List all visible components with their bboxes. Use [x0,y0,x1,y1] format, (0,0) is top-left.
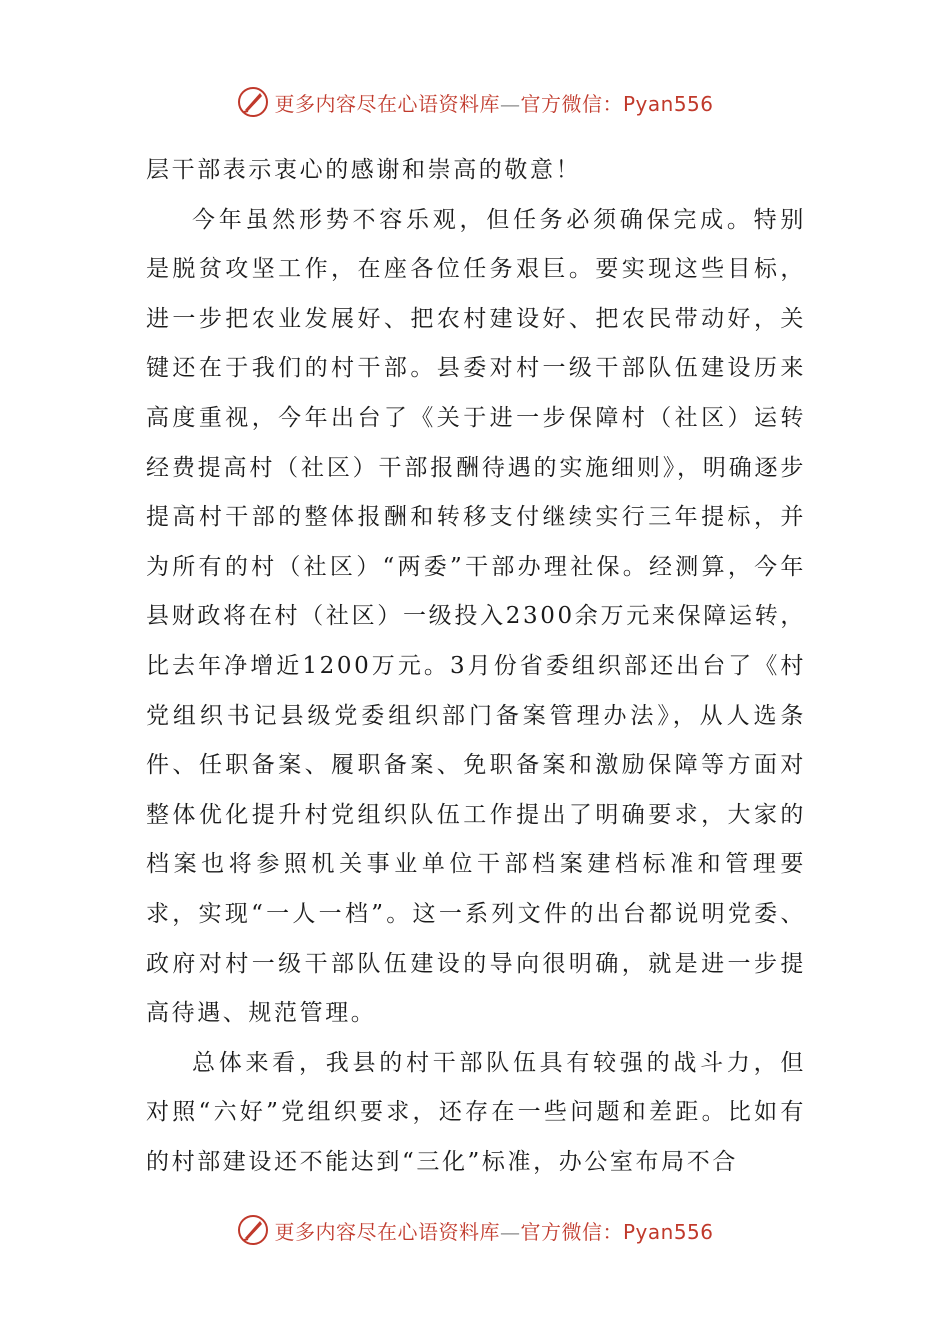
document-body [146,146,806,1187]
quill-logo-icon [236,85,270,119]
watermark-banner-bottom [0,1210,950,1250]
watermark-banner-top [0,82,950,122]
quill-logo-icon [236,1213,270,1247]
watermark-contact-label: 官方微信： [520,91,623,116]
watermark-text [274,1216,713,1245]
watermark-brand: 更多内容尽在心语资料库 [274,1219,500,1244]
watermark-contact-id: Pyan556 [622,1219,714,1244]
watermark-contact-id: Pyan556 [622,91,714,116]
paragraph-overview: 总体来看，我县的村干部队伍具有较强的战斗力，但对照“六好”党组织要求，还存在一些问题和差距。比如有的村部建设还不能达到“三化”标准，办公室布局不合 [146,1049,806,1175]
watermark-contact-label: 官方微信： [520,1219,623,1244]
watermark-brand: 更多内容尽在心语资料库 [274,91,500,116]
watermark-dash: — [499,1219,521,1244]
watermark-dash: — [499,91,521,116]
paragraph-policy: 今年虽然形势不容乐观，但任务必须确保完成。特别是脱贫攻坚工作，在座各位任务艰巨。要实现这些目标，进一步把农业发展好、把农村建设好、把农民带动好，关键还在于我们的村干部。县委对村一级干部队伍建设历来高度重视，今年出台了《关于进一步保障村（社区）运转经费提高村（社区）干部报酬待遇的实施细则》，明确逐步提高村干部的整体报酬和转移支付继续实行三年提标，并为所有的村（社区）“两委”干部办理社保。经测算，今年县财政将在村（社区）一级投入2300余万元来保障运转，比去年净增近1200万元。3月份省委组织部还出台了《村党组织书记县级党委组织部门备案管理办法》，从人选条件、任职备案、履职备案、免职备案和激励保障等方面对整体优化提升村党组织队伍工作提出了明确要求，大家的档案也将参照机关事业单位干部档案建档标准和管理要求，实现“一人一档”。这一系列文件的出台都说明党委、政府对村一级干部队伍建设的导向很明确，就是进一步提高待遇、规范管理。 [146,206,806,1027]
paragraph-continuation: 层干部表示衷心的感谢和崇高的敬意！ [146,157,582,183]
watermark-text [274,88,713,117]
